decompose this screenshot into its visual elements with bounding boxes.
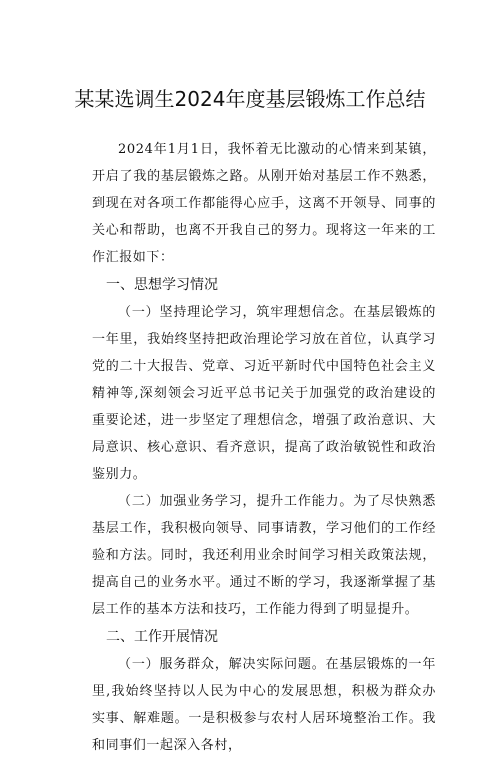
intro-paragraph: 2024年1月1日，我怀着无比激动的心情来到某镇，开启了我的基层锻炼之路。从刚开始对基层工作不熟悉，到现在对各项工作都能得心应手，这离不开领导、同事的关心和帮助，也离不开我自己的努力。现将这一年来的工作汇报如下： — [92, 142, 436, 265]
section-heading-thought-study: 一、思想学习情况 — [106, 277, 218, 293]
section-heading-work-progress: 二、工作开展情况 — [106, 629, 218, 645]
paragraph-business-study: （二）加强业务学习，提升工作能力。为了尽快熟悉基层工作，我积极向领导、同事请教，学习他们的工作经验和方法。同时，我还利用业余时间学习相关政策法规，提高自己的业务水平。通过不断的学习，我逐渐掌握了基层工作的基本方法和技巧，工作能力得到了明显提升。 — [92, 494, 436, 617]
document-title: 某某选调生2024年度基层锻炼工作总结 — [74, 87, 426, 111]
paragraph-theory-study: （一）坚持理论学习，筑牢理想信念。在基层锻炼的一年里，我始终坚持把政治理论学习放在首位，认真学习党的二十大报告、党章、习近平新时代中国特色社会主义精神等,深刻领会习近平总书记关于加强党的政治建设的重要论述，进一步坚定了理想信念，增强了政治意识、大局意识、核心意识、看齐意识，提高了政治敏锐性和政治鉴别力。 — [92, 305, 436, 482]
paragraph-serve-masses: （一）服务群众，解决实际问题。在基层锻炼的一年里,我始终坚持以人民为中心的发展思想，积极为群众办实事、解难题。一是积极参与农村人居环境整治工作。我和同事们一起深入各村， — [92, 657, 436, 753]
document-body — [92, 136, 436, 759]
